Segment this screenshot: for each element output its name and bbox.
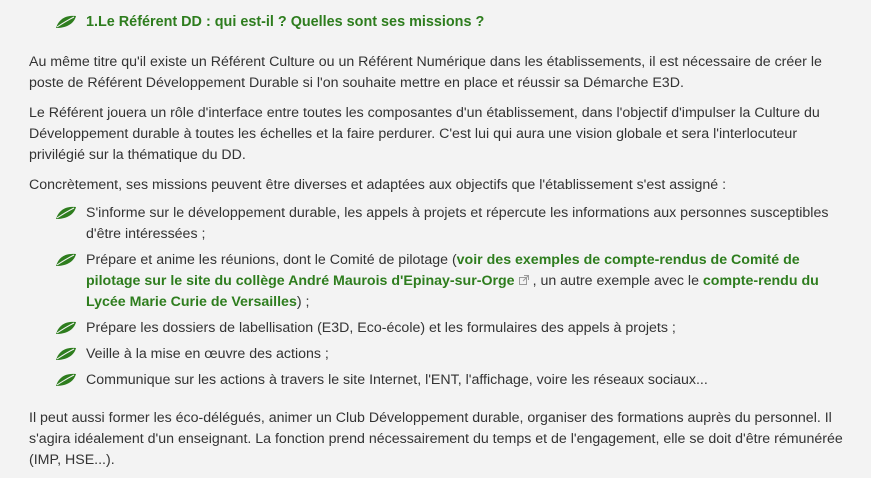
list-item-text: Veille à la mise en œuvre des actions ; (86, 346, 329, 362)
leaf-icon (55, 206, 77, 220)
role-paragraph: Le Référent jouera un rôle d'interface entre toutes les composantes d'un établissement, dans l'objectif d'impulser la Culture du Développement durable à toutes les échelles et la faire perdurer. C'est lui qui aura une vision globale et sera l'interlocuteur privilégié sur la thématique du DD. (29, 105, 820, 163)
college-maurois-link[interactable]: voir des exemples de compte-rendus de Comité de pilotage sur le site du collège André Maurois d'Epinay-sur-Orge (86, 252, 800, 289)
leaf-icon (55, 15, 77, 29)
heading-text: 1.Le Référent DD : qui est-il ? Quelles sont ses missions ? (86, 14, 485, 30)
missions-intro-paragraph: Concrètement, ses missions peuvent être diverses et adaptées aux objectifs que l'établissement s'est assigné : (29, 177, 727, 193)
leaf-icon (55, 253, 77, 267)
list-item-text (86, 250, 845, 313)
leaf-icon (55, 321, 77, 335)
list-item (55, 250, 845, 313)
list-item-text: S'informe sur le développement durable, les appels à projets et répercute les informations aux personnes susceptibles d'être intéressées ; (86, 205, 829, 242)
list-item (55, 203, 845, 245)
intro-paragraph: Au même titre qu'il existe un Référent Culture ou un Référent Numérique dans les établissements, il est nécessaire de créer le poste de Référent Développement Durable si l'on souhaite mettre en place et réussir sa Démarche E3D. (29, 54, 822, 91)
list-item-middle: , un autre exemple avec le (532, 273, 703, 289)
list-item-text: Prépare les dossiers de labellisation (E3D, Eco-école) et les formulaires des appels à projets ; (86, 320, 676, 336)
list-item (55, 318, 845, 339)
lycee-marie-curie-link[interactable]: compte-rendu du Lycée Marie Curie de Versailles (86, 273, 819, 310)
list-item-prefix: Prépare et anime les réunions, dont le Comité de pilotage ( (86, 252, 457, 268)
list-item-text: Communique sur les actions à travers le site Internet, l'ENT, l'affichage, voire les réseaux sociaux... (86, 372, 708, 388)
list-item (55, 370, 845, 391)
closing-paragraph: Il peut aussi former les éco-délégués, animer un Club Développement durable, organiser des formations auprès du personnel. Il s'agira idéalement d'un enseignant. La fonction prend nécessairement du temps et de l'engagement, elle se doit d'être rémunérée (IMP, HSE...). (29, 410, 843, 468)
leaf-icon (55, 347, 77, 361)
list-item-suffix: ) ; (296, 294, 310, 310)
external-link-icon (519, 275, 529, 285)
section-heading (55, 14, 484, 30)
leaf-icon (55, 373, 77, 387)
list-item (55, 344, 845, 365)
missions-list (55, 203, 845, 391)
